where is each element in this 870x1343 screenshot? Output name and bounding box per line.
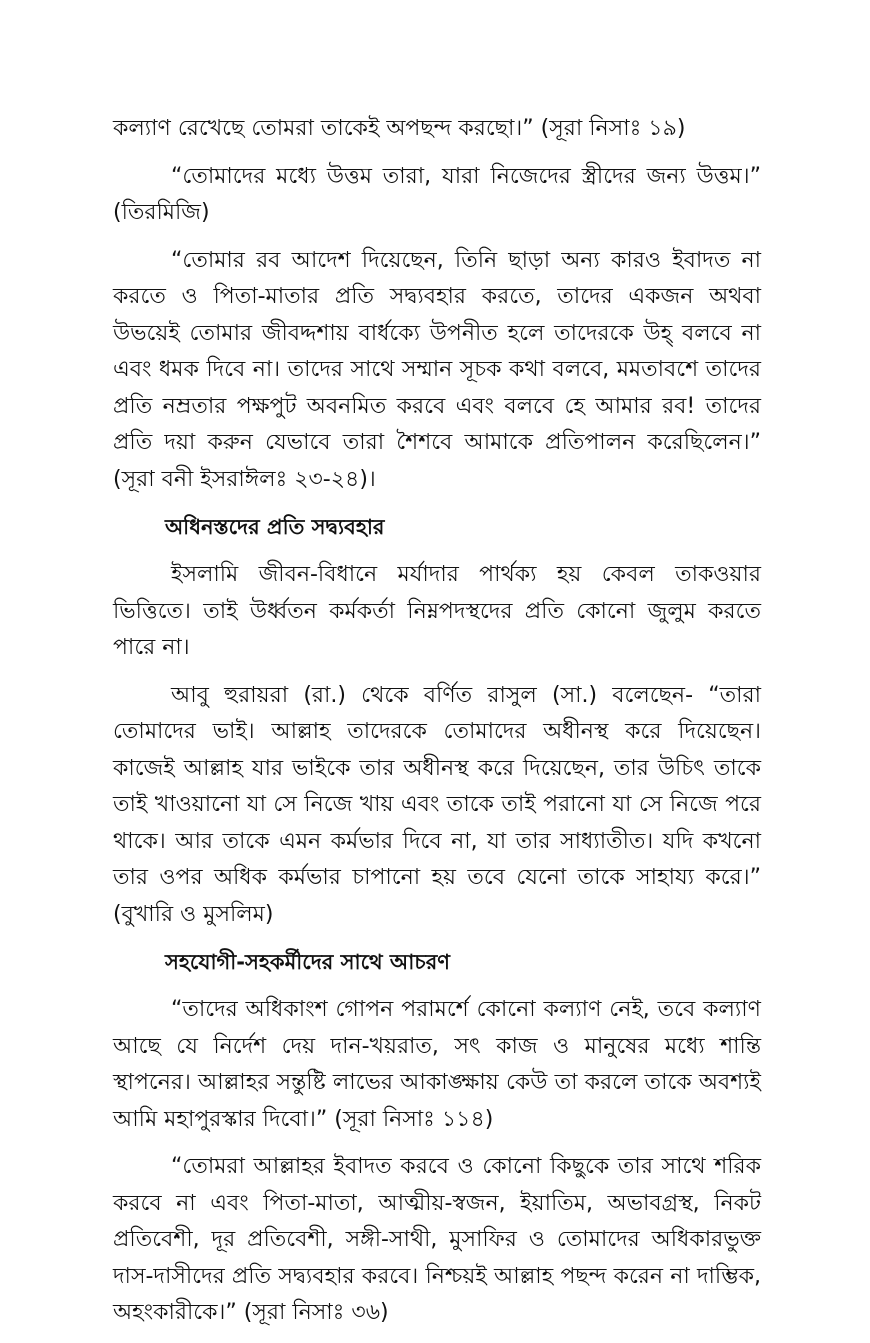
- paragraph-quote-nisa-114: “তাদের অধিকাংশ গোপন পরামর্শে কোনো কল্যাণ নেই, তবে কল্যাণ আছে যে নির্দেশ দেয় দান-খয়রাত, সৎ কাজ ও মানুষের মধ্যে শান্তি স্থাপনের। আল্লাহর সন্তুষ্টি লাভের আকাঙ্ক্ষায় কেউ তা করলে তাকে অবশ্যই আমি মহাপুরস্কার দিবো।” (সূরা নিসাঃ ১১৪): [113, 997, 761, 1132]
- paragraph-quote-tirmizi: “তোমাদের মধ্যে উত্তম তারা, যারা নিজেদের স্ত্রীদের জন্য উত্তম।” (তিরমিজি): [113, 163, 761, 225]
- paragraph-hadith-abu-hurayra: আবু হুরায়রা (রা.) থেকে বর্ণিত রাসুল (সা.) বলেছেন- “তারা তোমাদের ভাই। আল্লাহ তাদেরকে তোমাদের অধীনস্থ করে দিয়েছেন। কাজেই আল্লাহ যার ভাইকে তার অধীনস্থ করে দিয়েছেন, তার উচিৎ তাকে তাই খাওয়ানো যা সে নিজে খায় এবং তাকে তাই পরানো যা সে নিজে পরে থাকে। আর তাকে এমন কর্মভার দিবে না, যা তার সাধ্যাতীত। যদি কখনো তার ওপর অধিক কর্মভার চাপানো হয় তবে যেনো তাকে সাহায্য করে।” (বুখারি ও মুসলিম): [113, 682, 761, 927]
- paragraph-taqwa: ইসলামি জীবন-বিধানে মর্যাদার পার্থক্য হয় কেবল তাকওয়ার ভিত্তিতে। তাই উর্ধ্বতন কর্মকর্তা নিম্নপদস্থদের প্রতি কোনো জুলুম করতে পারে না।: [113, 562, 761, 660]
- paragraph-continuation: কল্যাণ রেখেছে তোমরা তাকেই অপছন্দ করছো।” (সূরা নিসাঃ ১৯): [113, 116, 686, 141]
- page-body: [113, 111, 761, 1343]
- section-heading-colleagues: সহযোগী-সহকর্মীদের সাথে আচরণ: [165, 950, 451, 974]
- paragraph-quote-bani-israil: “তোমার রব আদেশ দিয়েছেন, তিনি ছাড়া অন্য কারও ইবাদত না করতে ও পিতা-মাতার প্রতি সদ্ব্যবহার করতে, তাদের একজন অথবা উভয়েই তোমার জীবদ্দশায় বার্ধক্যে উপনীত হলে তাদেরকে উহ্ বলবে না এবং ধমক দিবে না। তাদের সাথে সম্মান সূচক কথা বলবে, মমতাবশে তাদের প্রতি নম্রতার পক্ষপুট অবনমিত করবে এবং বলবে হে আমার রব! তাদের প্রতি দয়া করুন যেভাবে তারা শৈশবে আমাকে প্রতিপালন করেছিলেন।” (সূরা বনী ইসরাঈলঃ ২৩-২৪)।: [113, 247, 761, 492]
- paragraph-quote-nisa-36: “তোমরা আল্লাহর ইবাদত করবে ও কোনো কিছুকে তার সাথে শরিক করবে না এবং পিতা-মাতা, আত্মীয়-স্বজন, ইয়াতিম, অভাবগ্রস্থ, নিকট প্রতিবেশী, দূর প্রতিবেশী, সঙ্গী-সাথী, মুসাফির ও তোমাদের অধিকারভুক্ত দাস-দাসীদের প্রতি সদ্ব্যবহার করবে। নিশ্চয়ই আল্লাহ পছন্দ করেন না দাম্ভিক, অহংকারীকে।” (সূরা নিসাঃ ৩৬): [113, 1154, 761, 1325]
- section-heading-subordinates: অধিনস্তদের প্রতি সদ্ব্যবহার: [165, 515, 385, 539]
